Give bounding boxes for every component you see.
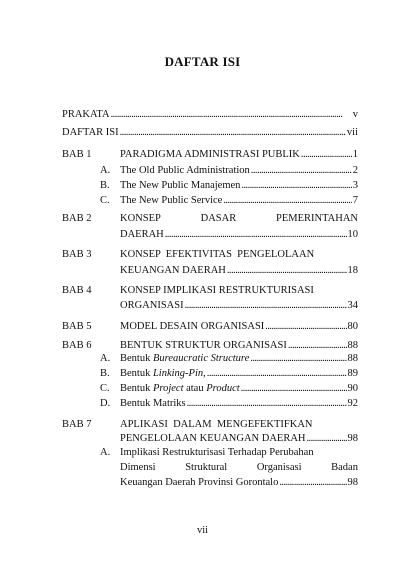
toc-entry-bab6[interactable]	[120, 339, 358, 352]
toc-label: MODEL DESAIN ORGANISASI	[120, 321, 265, 332]
chapter-number: BAB 4	[62, 285, 92, 296]
sub-letter: A.	[100, 165, 111, 176]
leader-dots	[223, 194, 351, 207]
toc-entry-bab1-b[interactable]	[120, 179, 358, 192]
sub-letter: B.	[100, 368, 110, 379]
leader-dots	[241, 179, 351, 192]
leader-dots	[207, 367, 347, 380]
toc-page: 3	[352, 180, 358, 191]
toc-entry-bab6-a[interactable]	[120, 352, 358, 365]
chapter-number: BAB 5	[62, 321, 92, 332]
toc-entry-bab1-c[interactable]	[120, 194, 358, 207]
toc-entry-bab7-line1[interactable]: APLIKASI DALAM MENGEFEKTIFKAN	[120, 419, 313, 430]
toc-entry-bab4-line2[interactable]	[120, 299, 358, 312]
toc-word: PEMERINTAHAN	[276, 213, 358, 224]
toc-page: 2	[352, 165, 358, 176]
toc-label	[120, 352, 249, 365]
sub-letter: C.	[100, 383, 110, 394]
leader-dots	[306, 432, 346, 445]
toc-page: 90	[347, 383, 358, 394]
toc-label-italic: Bureaucratic Structure	[152, 353, 250, 364]
sub-letter: D.	[100, 398, 111, 409]
toc-page: 98	[347, 477, 358, 488]
toc-entry-bab7-line2[interactable]	[120, 432, 358, 445]
page-title: DAFTAR ISI	[164, 54, 241, 69]
toc-page: 7	[352, 195, 358, 206]
toc-word: Struktural	[185, 462, 228, 473]
leader-dots	[250, 352, 346, 365]
leader-dots	[111, 108, 352, 121]
chapter-number: BAB 2	[62, 213, 92, 224]
toc-page: 80	[347, 321, 358, 332]
toc-page: 88	[347, 340, 358, 351]
toc-entry-daftar-isi[interactable]	[62, 126, 358, 139]
toc-entry-bab5[interactable]	[120, 320, 358, 333]
toc-label	[120, 382, 240, 395]
toc-label: DAERAH	[120, 229, 164, 240]
toc-label-text: Bentuk	[120, 353, 153, 364]
toc-label-text: ,	[203, 368, 206, 379]
toc-label-text: Bentuk	[120, 368, 153, 379]
toc-page: 10	[347, 229, 358, 240]
toc-word: DASAR	[200, 213, 237, 224]
toc-label: Bentuk Matriks	[120, 398, 186, 409]
toc-label: The Old Public Administration	[120, 165, 250, 176]
toc-label: KEUANGAN DAERAH	[120, 265, 226, 276]
leader-dots	[187, 397, 347, 410]
page-number: vii	[196, 525, 209, 536]
toc-entry-bab7-a-line1[interactable]: Implikasi Restrukturisasi Terhadap Perubahan	[120, 447, 314, 458]
toc-label-italic: Linking-Pin	[152, 368, 204, 379]
toc-word: Organisasi	[256, 462, 302, 473]
leader-dots	[227, 264, 347, 277]
leader-dots	[279, 476, 346, 489]
toc-label-italic: Project	[152, 383, 184, 394]
toc-entry-bab7-a-line3[interactable]	[120, 476, 358, 489]
sub-letter: A.	[100, 353, 111, 364]
toc-word: Dimensi	[120, 462, 156, 473]
toc-entry-bab6-b[interactable]	[120, 367, 358, 380]
toc-entry-bab6-c[interactable]	[120, 382, 358, 395]
toc-entry-bab3-line2[interactable]	[120, 264, 358, 277]
toc-label	[120, 367, 206, 380]
toc-page: 88	[347, 353, 358, 364]
toc-label-text: Bentuk	[120, 383, 153, 394]
toc-label: DAFTAR ISI	[62, 127, 119, 138]
toc-word: Badan	[331, 462, 358, 473]
toc-label: The New Public Manajemen	[120, 180, 241, 191]
leader-dots	[251, 164, 352, 177]
toc-page: 98	[347, 433, 358, 444]
toc-label: ORGANISASI	[120, 300, 184, 311]
toc-label: Keuangan Daerah Provinsi Gorontalo	[120, 477, 279, 488]
leader-dots	[288, 339, 347, 352]
toc-entry-bab1-a[interactable]	[120, 164, 358, 177]
leader-dots	[165, 228, 347, 241]
toc-label: PARADIGMA ADMINISTRASI PUBLIK	[120, 149, 300, 160]
chapter-number: BAB 6	[62, 340, 92, 351]
toc-label-text: atau	[183, 383, 207, 394]
toc-page: 89	[347, 368, 358, 379]
sub-letter: B.	[100, 180, 110, 191]
toc-label: PRAKATA	[62, 109, 110, 120]
toc-entry-prakata[interactable]	[62, 108, 358, 121]
leader-dots	[301, 148, 352, 161]
chapter-number: BAB 3	[62, 249, 92, 260]
leader-dots	[241, 382, 347, 395]
toc-label: PENGELOLAAN KEUANGAN DAERAH	[120, 433, 306, 444]
toc-page: 92	[347, 398, 358, 409]
toc-entry-bab6-d[interactable]	[120, 397, 358, 410]
toc-page: vii	[346, 127, 358, 138]
toc-entry-bab2-line1[interactable]	[120, 212, 358, 225]
toc-page: v	[352, 109, 358, 120]
toc-page: 34	[347, 300, 358, 311]
chapter-number: BAB 7	[62, 419, 92, 430]
toc-entry-bab1[interactable]	[120, 148, 358, 161]
toc-word: KONSEP	[120, 213, 161, 224]
leader-dots	[265, 320, 346, 333]
toc-label: BENTUK STRUKTUR ORGANISASI	[120, 340, 287, 351]
toc-page: 1	[352, 149, 358, 160]
toc-label-italic: Product	[206, 383, 240, 394]
sub-letter: A.	[100, 447, 111, 458]
chapter-number: BAB 1	[62, 149, 92, 160]
toc-entry-bab7-a-line2[interactable]	[120, 461, 358, 474]
toc-entry-bab4-line1[interactable]: KONSEP IMPLIKASI RESTRUKTURISASI	[120, 285, 314, 296]
toc-label: The New Public Service	[120, 195, 223, 206]
toc-page: 18	[347, 265, 358, 276]
leader-dots	[185, 299, 347, 312]
leader-dots	[120, 126, 346, 139]
toc-entry-bab2-line2[interactable]	[120, 228, 358, 241]
toc-entry-bab3-line1[interactable]: KONSEP EFEKTIVITAS PENGELOLAAN	[120, 249, 315, 260]
sub-letter: C.	[100, 195, 110, 206]
